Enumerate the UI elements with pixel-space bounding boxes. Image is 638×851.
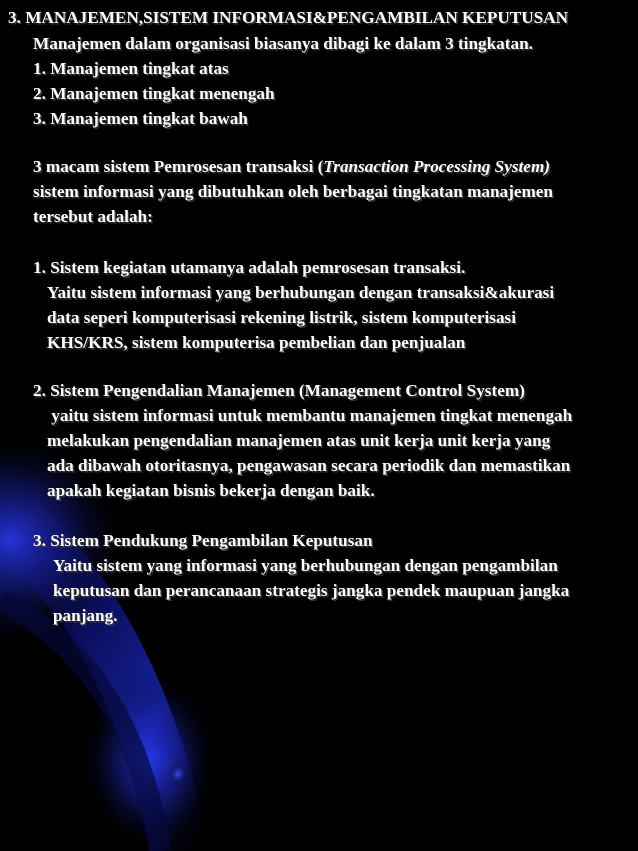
system-line: data seperi komputerisasi rekening listrik, sistem komputerisasi xyxy=(47,308,517,327)
tps-intro-italic: Transaction Processing System) xyxy=(323,157,551,176)
system-line: Yaitu sistem yang informasi yang berhubungan dengan pengambilan xyxy=(53,556,558,575)
system-line: yaitu sistem informasi untuk membantu manajemen tingkat menengah xyxy=(47,406,573,425)
system-line: melakukan pengendalian manajemen atas unit kerja unit kerja yang xyxy=(47,431,551,450)
system-line: apakah kegiatan bisnis bekerja dengan baik. xyxy=(47,481,375,500)
system-line: Yaitu sistem informasi yang berhubungan dengan transaksi&akurasi xyxy=(47,283,555,302)
system-line: panjang. xyxy=(53,606,118,625)
system-line: keputusan dan perancanaan strategis jangka pendek maupuan jangka xyxy=(53,581,570,600)
system-heading: 1. Sistem kegiatan utamanya adalah pemrosesan transaksi. xyxy=(33,258,466,277)
tps-intro-prefix: 3 macam sistem Pemrosesan transaksi ( xyxy=(33,157,324,176)
level-item: 2. Manajemen tingkat menengah xyxy=(33,84,275,103)
system-line: ada dibawah otoritasnya, pengawasan secara periodik dan memastikan xyxy=(47,456,571,475)
tps-intro-line: tersebut adalah: xyxy=(33,207,153,226)
blue-glow-spot xyxy=(168,762,188,786)
intro-text: Manajemen dalam organisasi biasanya dibagi ke dalam 3 tingkatan. xyxy=(33,34,533,53)
slide-title: 3. MANAJEMEN,SISTEM INFORMASI&PENGAMBILAN KEPUTUSAN xyxy=(8,8,569,27)
level-item: 1. Manajemen tingkat atas xyxy=(33,59,229,78)
tps-intro-line: sistem informasi yang dibutuhkan oleh berbagai tingkatan manajemen xyxy=(33,182,553,201)
system-heading: 3. Sistem Pendukung Pengambilan Keputusan xyxy=(33,531,373,550)
system-heading: 2. Sistem Pengendalian Manajemen (Management Control System) xyxy=(33,381,525,400)
tps-intro-line xyxy=(33,157,550,177)
level-item: 3. Manajemen tingkat bawah xyxy=(33,109,248,128)
system-line: KHS/KRS, sistem komputerisa pembelian dan penjualan xyxy=(47,333,466,352)
